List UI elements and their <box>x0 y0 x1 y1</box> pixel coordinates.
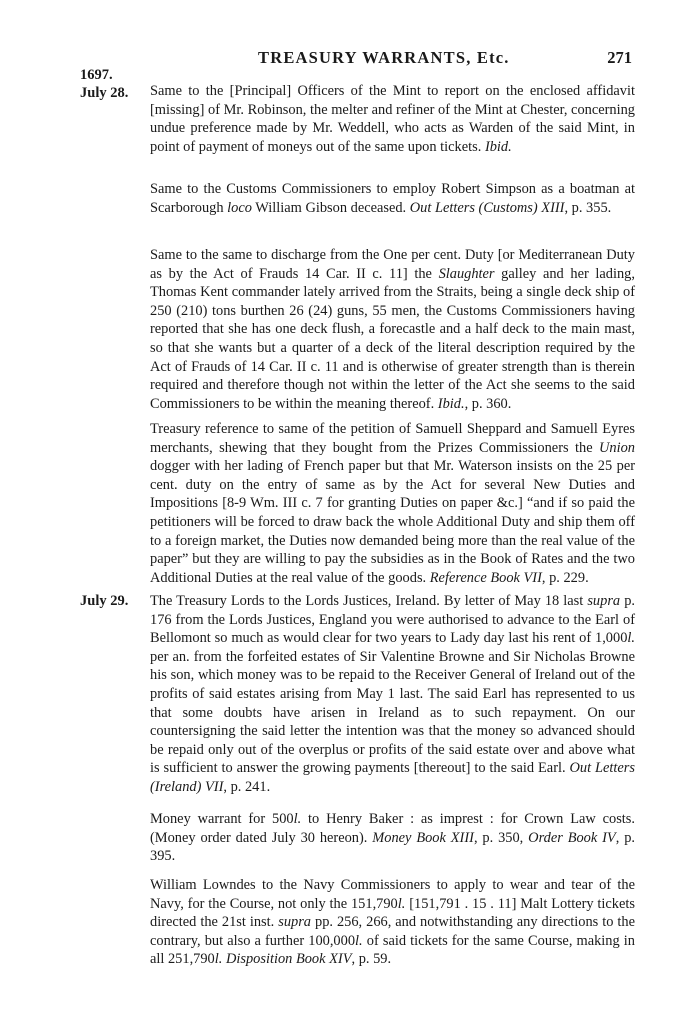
entry-text-continued: [151,791 . 15 . 11] Malt Lottery tickets directed the 21st inst. <box>150 895 635 931</box>
entry-reference: Out Letters (Customs) XIII <box>409 199 565 216</box>
entry-reference-page: , p. 59. <box>351 951 392 968</box>
entry-text-continued: p. 176 from the Lords Justices, England you were authorised to advance to the Earl of Bellomont so much as would clear for two years to Lady day last his rent of 1,000 <box>150 593 635 647</box>
entry-text: Money warrant for 500 <box>150 811 294 827</box>
entry-text-continued: dogger with her lading of French paper but that Mr. Waterson insists on the 25 per cent. duty on the entry of same as by the Act for several New Duties and Impositions [8-9 Wm. III c. 7 for granting Duties on paper &c.] “and if so paid the petitioners will be forced to draw back the whole Additional Duty and ship them off to a foreign market, the Duties now demanded being more than the real value of the paper” but they are willing to pay the subsidies as in the Book of Rates and the two Additional Duties at the real value of the goods. <box>150 458 635 586</box>
entry-latin-term: supra <box>587 593 621 609</box>
entry-reference-page: , p. 350, <box>473 829 524 846</box>
page-number: 271 <box>607 48 632 67</box>
pound-sign: l. <box>627 630 635 647</box>
entry-reference-page: , p. 241. <box>223 778 271 795</box>
entry-latin-term: supra <box>278 914 312 931</box>
entry-reference: Ibid. <box>484 138 512 155</box>
entry-text: The Treasury Lords to the Lords Justices, Ireland. By letter of May 18 last <box>150 593 584 609</box>
entry-money-warrant-baker <box>150 810 635 866</box>
pound-sign: l. <box>214 951 223 968</box>
running-head: TREASURY WARRANTS, Etc. <box>258 48 510 67</box>
entry-lords-justices-ireland <box>150 592 635 797</box>
page-header <box>80 44 636 72</box>
entry-text-continued: per an. from the forfeited estates of Sir Valentine Browne and Sir Nicholas Browne his son, which money was to be repaid to the Receiver General of Ireland out of the profits of said estates arising from May 1 last. The said Earl has represented to us that some doubts have arisen in Ireland as to such repayment. On our countersigning the said letter the intention was that the money so advanced should be repaid only out of the overplus or profits of the said estate over and above what is sufficient to answer the growing payments [thereout] to the said Earl. <box>150 648 635 777</box>
margin-date-july-29: July 29. <box>80 593 129 609</box>
entry-customs-boatman <box>150 180 635 217</box>
ship-name: Union <box>599 439 635 456</box>
pound-sign: l. <box>293 811 302 827</box>
entry-text: Same to the same to discharge from the One per cent. Duty [or Mediterranean Duty as by the Act of Frauds 14 Car. II c. 11] the <box>150 247 635 282</box>
margin-date-july-28: July 28. <box>80 85 129 101</box>
entry-text: William Lowndes to the Navy Commissioners to apply to wear and tear of the Navy, for the Course, not only the 151,790 <box>150 877 635 912</box>
entry-slaughter-galley <box>150 246 635 413</box>
entry-reference: Money Book XIII <box>372 829 474 846</box>
entry-reference: Ibid. <box>437 395 465 412</box>
entry-text: Same to the [Principal] Officers of the Mint to report on the enclosed affidavit [missing] of Mr. Robinson, the melter and refiner of the Mint at Chester, concerning undue preference made by Mr. Weddell, who acts as Warden of the said Mint, in point of payment of moneys out of the same upon tickets. <box>150 83 635 155</box>
entry-reference-2-page: , p. 395. <box>150 829 635 865</box>
entry-union-dogger <box>150 420 635 587</box>
entry-text-continued: William Gibson deceased. <box>255 199 407 216</box>
entry-reference-2: Order Book IV <box>528 829 616 846</box>
ship-name: Slaughter <box>438 265 495 282</box>
entry-reference-page: , p. 229. <box>541 569 589 586</box>
entry-reference: Disposition Book XIV <box>225 951 352 968</box>
entry-lowndes-navy <box>150 876 635 969</box>
entry-reference: Out Letters (Ireland) VII <box>150 760 635 795</box>
entry-mint-chester <box>150 82 635 156</box>
margin-year: 1697. <box>80 67 113 83</box>
entry-latin-term: loco <box>227 199 252 216</box>
entry-text-continued: to Henry Baker : as imprest : for Crown Law costs. (Money order dated July 30 hereon). <box>150 811 635 846</box>
entry-text: Same to the Customs Commissioners to employ Robert Simpson as a boatman at Scarborough <box>150 181 635 216</box>
entry-text: Treasury reference to same of the petition of Samuell Sheppard and Samuell Eyres merchants, shewing that they bought from the Prizes Commissioners the <box>150 421 635 456</box>
entry-text-continued: of said tickets for the same Course, making in all 251,790 <box>150 932 635 968</box>
entry-reference: Reference Book VII <box>429 569 542 586</box>
pound-sign: l. <box>355 932 363 949</box>
pound-sign: l. <box>397 895 406 912</box>
entry-reference-page: , p. 355. <box>564 199 612 216</box>
entry-text-continued: galley and her lading, Thomas Kent commander lately arrived from the Straits, being a single deck ship of 250 (210) tons burthen 26 (24) guns, 55 men, the Customs Commissioners having reported that she has one deck flush, a forecastle and a half deck to the main mast, so that she wants but a quarter of a deck of the literal description required by the Act of Frauds of 14 Car. II c. 11 and is otherwise of greater strength than is therein required and therefore though not within the letter of the Act she seems to the said Commissioners to be within the meaning thereof. <box>150 265 635 412</box>
entry-text-continued: pp. 256, 266, and notwithstanding any directions to the contrary, but also a further 100,000 <box>150 914 635 949</box>
entry-reference-page: , p. 360. <box>464 395 512 412</box>
